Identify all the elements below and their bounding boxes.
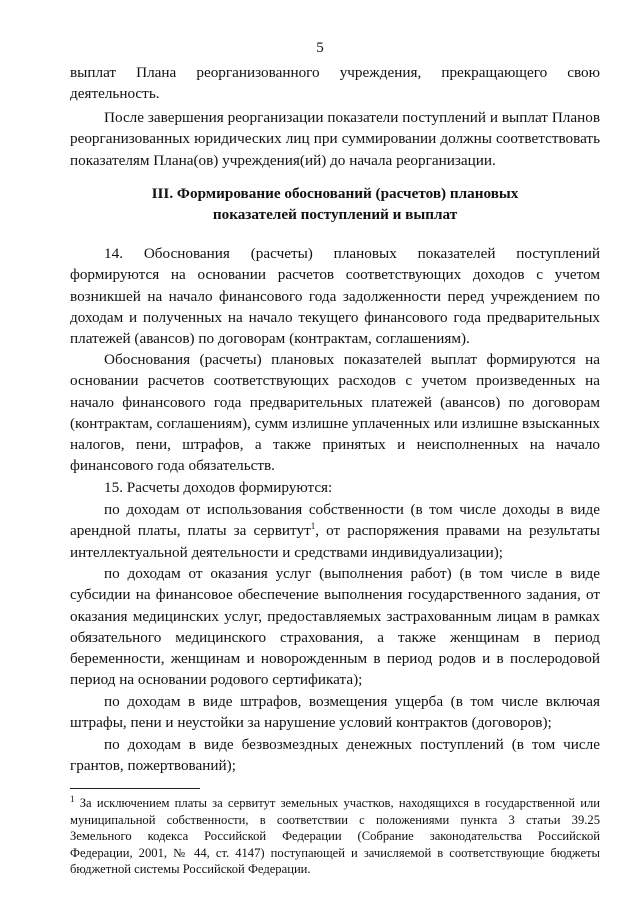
paragraph-15-grants: [70, 734, 600, 777]
paragraph-14: [70, 243, 600, 349]
text-line: грантов, пожертвований);: [70, 757, 236, 775]
text-line: (контрактам, соглашениям), сумм излишне уплаченных или излишне взысканных: [70, 414, 600, 432]
text-line: начало финансового года предварительных платежей (авансов) по договорам: [70, 393, 600, 411]
text-line: выплат Плана реорганизованного учреждения, прекращающего свою: [70, 64, 600, 81]
text-fragment: За исключением платы за сервитут земельных участков, находящихся в государственной или: [74, 796, 600, 810]
paragraph-15-fines: [70, 691, 600, 734]
text-line: беременности, женщинам и новорожденным в период родов и в послеродовой: [70, 650, 600, 668]
text-line: После завершения реорганизации показатели поступлений и выплат Планов: [104, 109, 600, 126]
text-line: возникшей на начало финансового года задолженности перед учреждением по: [70, 287, 600, 305]
text-line: период на основании родового сертификата);: [70, 671, 363, 689]
text-line: показателям Плана(ов) учреждения(ий) до начала реорганизации.: [70, 151, 496, 169]
footnote-line: Федерации, 2001, № 44, ст. 4147) поступающей и зачисляемой в соответствующие бюджеты: [70, 845, 600, 860]
text-fragment: , от распоряжения правами на результаты: [315, 522, 600, 540]
heading-line: III. Формирование обоснований (расчетов) плановых: [151, 185, 519, 202]
page-number: 5: [316, 40, 324, 56]
reorganization-paragraph: [70, 107, 600, 171]
text-line: 15. Расчеты доходов формируются:: [104, 479, 333, 496]
text-line: платежей (авансов) по договорам (контрактам, соглашениям).: [70, 330, 470, 348]
text-line: доходам и полученных на начало текущего финансового года предварительных: [70, 308, 600, 326]
text-line: основании расчетов соответствующих расходов с учетом произведенных на: [70, 372, 600, 390]
text-line: финансового года обязательств.: [70, 457, 275, 475]
footnote-line: муниципальной собственности, в соответствии с положениями пункта 3 статьи 39.25: [70, 812, 600, 827]
text-line: реорганизованных юридических лиц при суммировании должны соответствовать: [70, 130, 600, 148]
footnote-line: [70, 795, 600, 812]
text-line: Обоснования (расчеты) плановых показателей выплат формируются на: [104, 351, 600, 368]
text-line: [70, 520, 600, 541]
paragraph-15-property: [70, 499, 600, 563]
heading-line: показателей поступлений и выплат: [212, 206, 458, 224]
footnote-ref: 1: [310, 521, 316, 532]
section-heading: [70, 183, 600, 226]
paragraph-15: [70, 477, 600, 498]
text-line: деятельность.: [70, 85, 160, 103]
text-line: субсидии на финансовое обеспечение выполнения государственного задания, от: [70, 586, 600, 604]
text-fragment: арендной платы, платы за сервитут: [70, 522, 311, 540]
footnote-line: Земельного кодекса Российской Федерации (Собрание законодательства Российской: [70, 829, 600, 844]
text-line: 14. Обоснования (расчеты) плановых показателей поступлений: [104, 245, 600, 262]
footnote: [70, 795, 600, 878]
text-line: налогов, пени, штрафов, а также принятых и неисполненных на начало: [70, 436, 600, 454]
paragraph-14-payments: [70, 349, 600, 477]
text-line: по доходам в виде штрафов, возмещения ущерба (в том числе включая: [104, 693, 600, 710]
text-line: штрафы, пени и неустойки за нарушение условий контрактов (договоров);: [70, 714, 552, 732]
text-line: оказания медицинских услуг, предоставляемых застрахованным лицам в рамках: [70, 607, 600, 625]
text-line: интеллектуальной деятельности и средствами индивидуализации);: [70, 543, 503, 561]
footnote-line: бюджетной системы Российской Федерации.: [70, 862, 311, 877]
text-line: по доходам от оказания услуг (выполнения работ) (в том числе в виде: [104, 565, 600, 582]
text-line: по доходам в виде безвозмездных денежных поступлений (в том числе: [104, 736, 600, 753]
intro-paragraph: [70, 62, 600, 105]
text-line: обязательного медицинского страхования, а также женщинам в период: [70, 628, 600, 646]
footnote-marker: 1: [70, 795, 75, 804]
paragraph-15-services: [70, 563, 600, 691]
footnote-divider: [70, 788, 200, 789]
text-line: формируются на основании расчетов соответствующих доходов с учетом: [70, 266, 600, 284]
text-line: по доходам от использования собственности (в том числе доходы в виде: [104, 501, 600, 518]
